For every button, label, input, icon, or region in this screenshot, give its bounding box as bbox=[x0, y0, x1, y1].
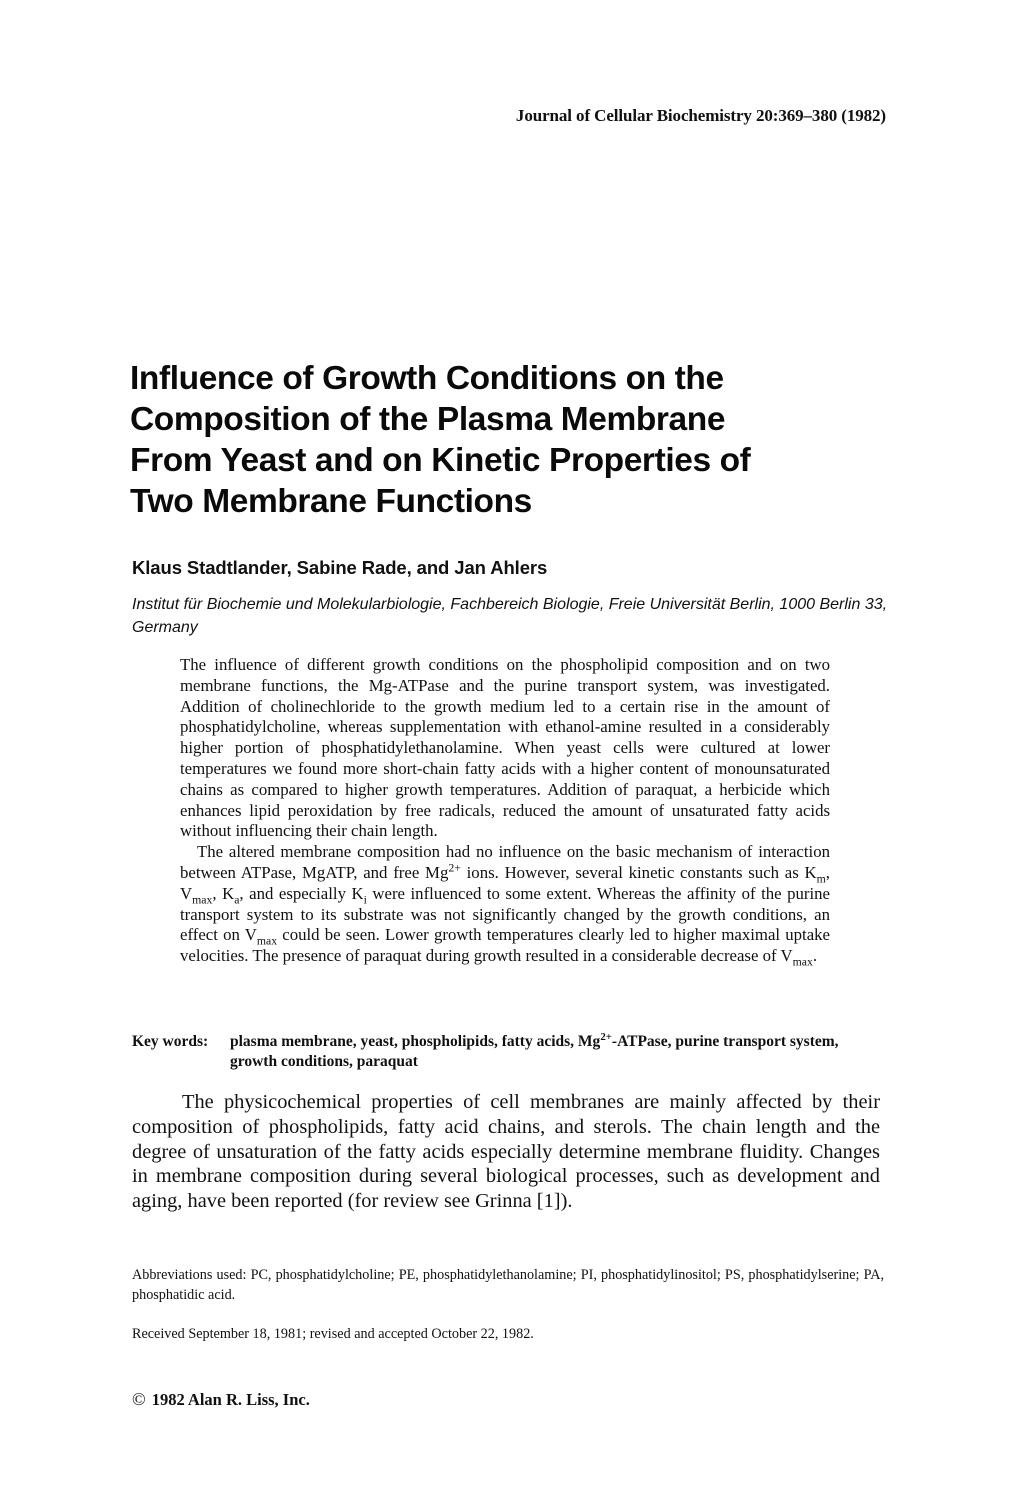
text-run: , and especially K bbox=[239, 883, 364, 903]
title-line-2: Composition of the Plasma Membrane bbox=[130, 401, 726, 438]
affiliation: Institut für Biochemie und Molekularbiologie, Fachbereich Biologie, Freie Universität Berlin, 1000 Berlin 33, Germany bbox=[132, 596, 888, 636]
copyright-text: 1982 Alan R. Liss, Inc. bbox=[151, 1390, 310, 1409]
text-run: The altered membrane composition had no influence on the basic mechanism of interaction between ATPase, MgATP, and free Mg bbox=[180, 842, 830, 882]
text-run: were influenced to some extent. Whereas the affinity of the purine transport system to its substrate was not significantly changed by the growth conditions, an effect on V bbox=[180, 883, 830, 945]
text-run: ions. However, several kinetic constants such as K bbox=[460, 862, 817, 882]
superscript: 2+ bbox=[600, 1030, 612, 1043]
title-line-1: Influence of Growth Conditions on the bbox=[130, 360, 724, 397]
introduction bbox=[132, 1090, 880, 1214]
text-run: -ATPase, purine transport system, growth conditions, paraquat bbox=[230, 1033, 839, 1070]
abstract-paragraph-2 bbox=[180, 842, 830, 967]
subscript: max bbox=[256, 934, 278, 948]
subscript: max bbox=[192, 893, 213, 907]
intro-paragraph: The physicochemical properties of cell membranes are mainly affected by their composition of phospholipids, fatty acid chains, and sterols. The chain length and the degree of unsaturation of the fatty acids especially determine membrane fluidity. Changes in membrane composition during several biological processes, such as development and aging, have been reported (for review see Grinna [1]). bbox=[132, 1091, 880, 1213]
title-line-4: Two Membrane Functions bbox=[130, 483, 532, 520]
journal-citation: Journal of Cellular Biochemistry 20:369–380 (1982) bbox=[515, 106, 886, 125]
text-run: , K bbox=[212, 883, 235, 903]
text-run: . bbox=[812, 946, 818, 966]
title-line-3: From Yeast and on Kinetic Properties of bbox=[130, 442, 751, 479]
keywords-list bbox=[230, 1032, 882, 1072]
text-run: could be seen. Lower growth temperatures clearly led to higher maximal uptake velocities. The presence of paraquat during growth resulted in a considerable decrease of V bbox=[180, 925, 830, 966]
copyright-icon: © bbox=[132, 1389, 146, 1409]
abbreviations-footnote: Abbreviations used: PC, phosphatidylcholine; PE, phosphatidylethanolamine; PI, phosphatidylinositol; PS, phosphatidylserine; PA, phosphatidic acid. bbox=[132, 1267, 884, 1303]
text-run: plasma membrane, yeast, phospholipids, fatty acids, Mg bbox=[230, 1033, 601, 1050]
superscript: 2+ bbox=[448, 861, 461, 875]
subscript: max bbox=[792, 955, 813, 969]
authors: Klaus Stadtlander, Sabine Rade, and Jan Ahlers bbox=[132, 557, 548, 578]
received-date: Received September 18, 1981; revised and accepted October 22, 1982. bbox=[132, 1326, 534, 1342]
abstract-paragraph-1: The influence of different growth conditions on the phospholipid composition and on two membrane functions, the Mg-ATPase and the purine transport system, was investigated. Addition of cholinechloride to the growth medium led to a certain rise in the amount of phosphatidylcholine, whereas supplementation with ethanol-amine resulted in a considerably higher portion of phosphatidylethanolamine. When yeast cells were cultured at lower temperatures we found more short-chain fatty acids with a higher content of monounsaturated chains as compared to higher growth temperatures. Addition of paraquat, a herbicide which enhances lipid peroxidation by free radicals, reduced the amount of unsaturated fatty acids without influencing their chain length. bbox=[180, 655, 830, 841]
copyright bbox=[132, 1389, 310, 1410]
abstract bbox=[180, 655, 830, 967]
article-title bbox=[130, 358, 890, 522]
keywords bbox=[132, 1032, 882, 1072]
subscript: m bbox=[816, 872, 826, 886]
keywords-label: Key words: bbox=[132, 1033, 209, 1050]
subscript: a bbox=[234, 893, 240, 907]
text-run: , V bbox=[180, 862, 830, 903]
subscript: i bbox=[363, 893, 367, 907]
